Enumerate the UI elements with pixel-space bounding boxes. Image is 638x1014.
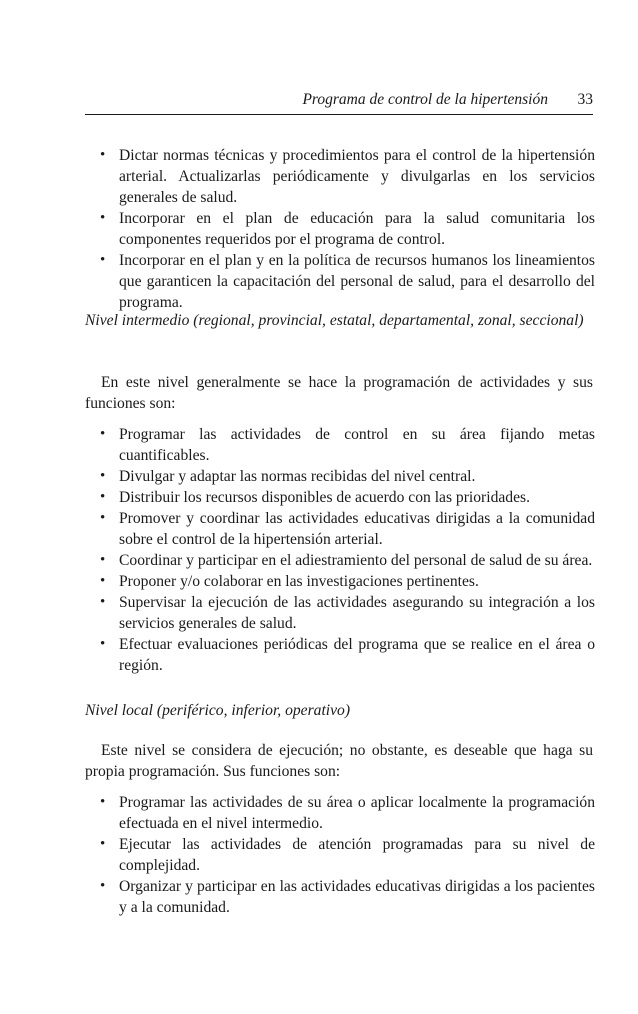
bullet-icon: • — [100, 468, 106, 484]
page-number: 33 — [577, 91, 593, 108]
list-item: • Incorporar en el plan y en la política de recursos humanos los lineamientos que garanticen la capacitación del personal de salud, para el desarrollo del programa. — [100, 252, 595, 311]
running-title: Programa de control de la hipertensión — [302, 91, 548, 108]
list-item: • Promover y coordinar las actividades educativas dirigidas a la comunidad sobre el control de la hipertensión arterial. — [100, 510, 595, 548]
functions-list-central — [95, 145, 595, 313]
list-item: • Programar las actividades de control en su área fijando metas cuantificables. — [100, 426, 595, 464]
list-item: • Distribuir los recursos disponibles de acuerdo con las prioridades. — [100, 489, 530, 506]
running-header — [85, 90, 593, 115]
list-item: • Divulgar y adaptar las normas recibidas del nivel central. — [100, 468, 476, 485]
bullet-icon: • — [100, 636, 106, 652]
bullet-icon: • — [100, 573, 106, 589]
list-item: • Coordinar y participar en el adiestramiento del personal de salud de su área. — [100, 552, 593, 569]
list-item: • Supervisar la ejecución de las actividades asegurando su integración a los servicios generales de salud. — [100, 594, 595, 632]
functions-list-local — [95, 792, 595, 918]
list-item: • Dictar normas técnicas y procedimientos para el control de la hipertensión arterial. Actualizarlas periódicamente y divulgarlas en los servicios generales de salud. — [100, 147, 595, 206]
bullet-icon: • — [100, 794, 106, 810]
list-item: • Incorporar en el plan de educación para la salud comunitaria los componentes requeridos por el programa de control. — [100, 210, 595, 248]
list-item: • Efectuar evaluaciones periódicas del programa que se realice en el área o región. — [100, 636, 595, 674]
bullet-icon: • — [100, 836, 106, 852]
bullet-icon: • — [100, 147, 106, 163]
bullet-icon: • — [100, 510, 106, 526]
section-heading-local: Nivel local (periférico, inferior, operativo) — [85, 702, 351, 719]
bullet-icon: • — [100, 252, 106, 268]
bullet-icon: • — [100, 489, 106, 505]
bullet-icon: • — [100, 426, 106, 442]
bullet-icon: • — [100, 552, 106, 568]
section-intro-intermediate: En este nivel generalmente se hace la programación de actividades y sus funciones son: — [85, 374, 593, 412]
section-intro-local: Este nivel se considera de ejecución; no obstante, es deseable que haga su propia programación. Sus funciones son: — [85, 742, 593, 780]
bullet-icon: • — [100, 878, 106, 894]
list-item: • Programar las actividades de su área o aplicar localmente la programación efectuada en el nivel intermedio. — [100, 794, 595, 832]
section-heading-intermediate: Nivel intermedio (regional, provincial, estatal, departamental, zonal, seccional) — [85, 312, 584, 329]
bullet-icon: • — [100, 210, 106, 226]
list-item: • Ejecutar las actividades de atención programadas para su nivel de complejidad. — [100, 836, 595, 874]
functions-list-intermediate — [95, 424, 595, 676]
list-item: • Proponer y/o colaborar en las investigaciones pertinentes. — [100, 573, 479, 590]
bullet-icon: • — [100, 594, 106, 610]
list-item: • Organizar y participar en las actividades educativas dirigidas a los pacientes y a la comunidad. — [100, 878, 595, 916]
